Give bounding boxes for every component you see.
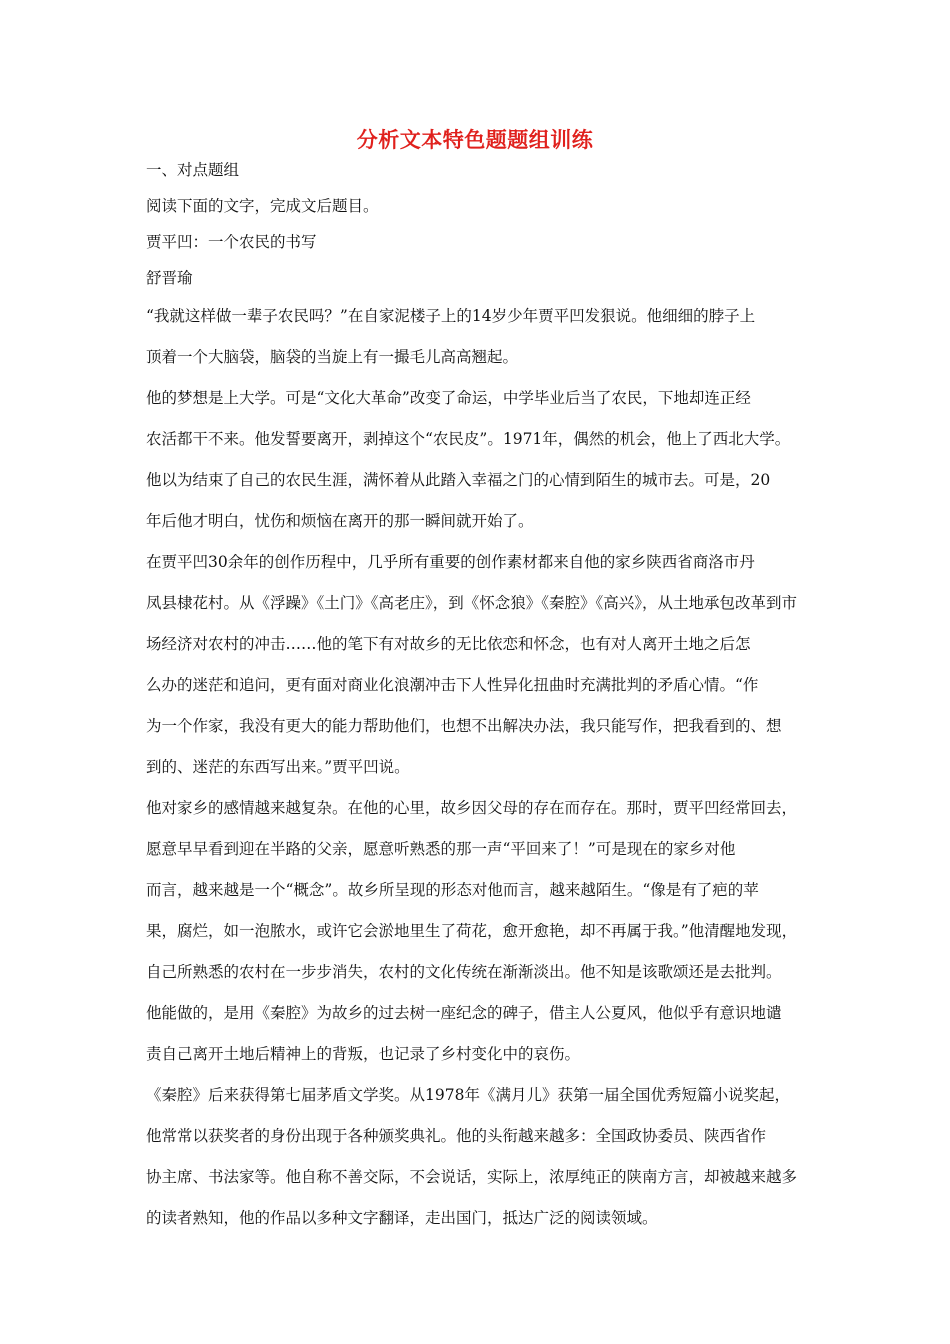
paragraph-line: 场经济对农村的冲击……他的笔下有对故乡的无比依恋和怀念，也有对人离开土地之后怎 (146, 635, 751, 653)
paragraph-line: 他对家乡的感情越来越复杂。在他的心里，故乡因父母的存在而存在。那时，贾平凹经常回去， (146, 799, 798, 817)
document-body (146, 152, 810, 1239)
paragraph-line: 他常常以获奖者的身份出现于各种颁奖典礼。他的头衔越来越多：全国政协委员、陕西省作 (146, 1127, 767, 1145)
paragraph (146, 788, 810, 1075)
paragraph-line: 在贾平凹30余年的创作历程中，几乎所有重要的创作素材都来自他的家乡陕西省商洛市丹 (146, 553, 755, 571)
paragraph (146, 296, 810, 378)
paragraph-line: 年后他才明白，忧伤和烦恼在离开的那一瞬间就开始了。 (146, 512, 534, 530)
paragraph-line: 他能做的，是用《秦腔》为故乡的过去树一座纪念的碑子，借主人公夏风，他似乎有意识地谴 (146, 1004, 782, 1022)
paragraph-line: 的读者熟知，他的作品以多种文字翻译，走出国门，抵达广泛的阅读领域。 (146, 1209, 658, 1227)
section-heading: 一、对点题组 (146, 161, 240, 179)
paragraph-line: 愿意早早看到迎在半路的父亲，愿意听熟悉的那一声“平回来了！”可是现在的家乡对他 (146, 840, 736, 858)
paragraph-line: 凤县棣花村。从《浮躁》《土门》《高老庄》，到《怀念狼》《秦腔》《高兴》，从土地承包改革到市 (146, 594, 798, 612)
article-author: 舒晋瑜 (146, 269, 193, 287)
paragraph-line: 为一个作家，我没有更大的能力帮助他们，也想不出解决办法，我只能写作，把我看到的、想 (146, 717, 782, 735)
paragraph (146, 542, 810, 788)
paragraph-line: 自己所熟悉的农村在一步步消失，农村的文化传统在渐渐淡出。他不知是该歌颂还是去批判。 (146, 963, 782, 981)
paragraph-line: 他以为结束了自己的农民生涯，满怀着从此踏入幸福之门的心情到陌生的城市去。可是，20 (146, 471, 771, 489)
article-title: 贾平凹：一个农民的书写 (146, 233, 317, 251)
paragraph-line: 《秦腔》后来获得第七届茅盾文学奖。从1978年《满月儿》获第一届全国优秀短篇小说奖起， (146, 1086, 790, 1104)
paragraph-line: 协主席、书法家等。他自称不善交际，不会说话，实际上，浓厚纯正的陕南方言，却被越来越多 (146, 1168, 798, 1186)
paragraph-line: 他的梦想是上大学。可是“文化大革命”改变了命运，中学毕业后当了农民，下地却连正经 (146, 389, 751, 407)
paragraph-line: 顶着一个大脑袋，脑袋的当旋上有一撮毛儿高高翘起。 (146, 348, 519, 366)
page-title: 分析文本特色题题组训练 (356, 127, 594, 152)
paragraph-line: 到的、迷茫的东西写出来。”贾平凹说。 (146, 758, 410, 776)
paragraph-line: 而言，越来越是一个“概念”。故乡所呈现的形态对他而言，越来越陌生。“像是有了疤的苹 (146, 881, 759, 899)
paragraph-line: 农活都干不来。他发誓要离开，剥掉这个“农民皮”。1971年，偶然的机会，他上了西北大学。 (146, 430, 791, 448)
paragraph (146, 378, 810, 542)
paragraph (146, 1075, 810, 1239)
paragraph-line: 责自己离开土地后精神上的背叛，也记录了乡村变化中的哀伤。 (146, 1045, 581, 1063)
paragraph-line: 果，腐烂，如一泡脓水，或许它会淤地里生了荷花，愈开愈艳，却不再属于我。”他清醒地发现， (146, 922, 798, 940)
paragraph-line: 么办的迷茫和追问，更有面对商业化浪潮冲击下人性异化扭曲时充满批判的矛盾心情。“作 (146, 676, 759, 694)
instruction-text: 阅读下面的文字，完成文后题目。 (146, 197, 379, 215)
paragraph-line: “我就这样做一辈子农民吗？”在自家泥楼子上的14岁少年贾平凹发狠说。他细细的脖子上 (146, 307, 756, 325)
